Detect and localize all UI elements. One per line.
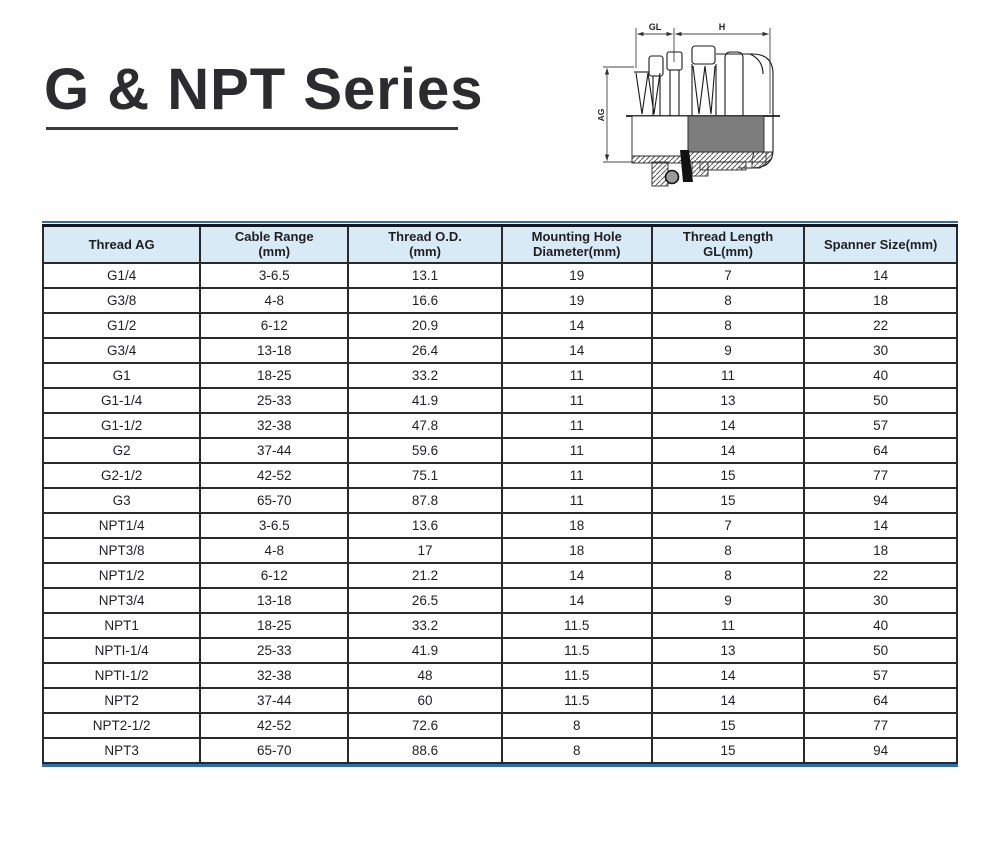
cell-thread-od: 21.2 <box>348 563 502 588</box>
dimension-label-ag: AG <box>596 108 606 122</box>
cell-mounting-hole: 19 <box>502 288 652 313</box>
cell-thread-od: 41.9 <box>348 388 502 413</box>
cell-thread-ag: NPT1/2 <box>43 563 200 588</box>
cell-spanner-size: 14 <box>804 263 957 288</box>
cell-mounting-hole: 14 <box>502 588 652 613</box>
table-row <box>43 688 957 713</box>
cell-thread-length: 11 <box>652 613 805 638</box>
cell-cable-range: 42-52 <box>200 713 348 738</box>
cell-spanner-size: 94 <box>804 738 957 763</box>
cell-thread-od: 13.6 <box>348 513 502 538</box>
cell-mounting-hole: 11.5 <box>502 613 652 638</box>
cell-cable-range: 6-12 <box>200 563 348 588</box>
cell-spanner-size: 18 <box>804 538 957 563</box>
cell-thread-od: 88.6 <box>348 738 502 763</box>
table-row <box>43 613 957 638</box>
spec-table <box>42 224 958 764</box>
header-line: Thread O.D. <box>388 229 462 245</box>
header-line: (mm) <box>409 244 441 260</box>
cell-thread-length: 8 <box>652 313 805 338</box>
cell-spanner-size: 14 <box>804 513 957 538</box>
o-ring-seal <box>666 171 679 184</box>
cell-thread-length: 13 <box>652 638 805 663</box>
cell-thread-ag: G1-1/4 <box>43 388 200 413</box>
table-row <box>43 738 957 763</box>
cell-cable-range: 13-18 <box>200 588 348 613</box>
table-row <box>43 538 957 563</box>
cell-thread-od: 16.6 <box>348 288 502 313</box>
cell-thread-od: 20.9 <box>348 313 502 338</box>
cell-thread-ag: NPT3 <box>43 738 200 763</box>
cell-spanner-size: 22 <box>804 313 957 338</box>
cell-spanner-size: 30 <box>804 588 957 613</box>
cell-thread-ag: NPT2-1/2 <box>43 713 200 738</box>
cell-thread-length: 9 <box>652 338 805 363</box>
cell-thread-length: 14 <box>652 438 805 463</box>
header-line: Thread Length <box>682 229 774 245</box>
cell-mounting-hole: 14 <box>502 338 652 363</box>
header-line: Diameter(mm) <box>533 244 621 260</box>
cell-spanner-size: 94 <box>804 488 957 513</box>
cell-spanner-size: 64 <box>804 438 957 463</box>
cell-mounting-hole: 11 <box>502 388 652 413</box>
cell-thread-ag: G1/2 <box>43 313 200 338</box>
cell-thread-length: 15 <box>652 738 805 763</box>
table-row <box>43 438 957 463</box>
table-row <box>43 338 957 363</box>
cell-cable-range: 3-6.5 <box>200 513 348 538</box>
cell-thread-od: 13.1 <box>348 263 502 288</box>
table-row <box>43 488 957 513</box>
cell-mounting-hole: 14 <box>502 563 652 588</box>
cell-thread-ag: G1/4 <box>43 263 200 288</box>
table-row <box>43 413 957 438</box>
cell-cable-range: 42-52 <box>200 463 348 488</box>
cell-thread-length: 15 <box>652 713 805 738</box>
cell-thread-ag: NPT3/4 <box>43 588 200 613</box>
cell-mounting-hole: 11 <box>502 413 652 438</box>
cell-cable-range: 13-18 <box>200 338 348 363</box>
cell-thread-od: 33.2 <box>348 363 502 388</box>
column-header-thread-od <box>348 226 502 263</box>
table-body <box>43 263 957 763</box>
cell-spanner-size: 22 <box>804 563 957 588</box>
column-header-spanner-size <box>804 226 957 263</box>
cell-mounting-hole: 18 <box>502 513 652 538</box>
cell-cable-range: 25-33 <box>200 388 348 413</box>
page-title: G & NPT Series <box>44 57 484 122</box>
cell-thread-length: 8 <box>652 563 805 588</box>
cell-spanner-size: 50 <box>804 638 957 663</box>
column-header-thread-length <box>652 226 805 263</box>
header-line: GL(mm) <box>703 244 753 260</box>
cell-thread-od: 17 <box>348 538 502 563</box>
cell-thread-length: 8 <box>652 538 805 563</box>
table-row <box>43 313 957 338</box>
cell-mounting-hole: 11 <box>502 463 652 488</box>
cell-thread-length: 8 <box>652 288 805 313</box>
cell-thread-od: 72.6 <box>348 713 502 738</box>
cell-thread-length: 14 <box>652 688 805 713</box>
header-line: Thread AG <box>88 236 155 252</box>
table-row <box>43 563 957 588</box>
cell-mounting-hole: 11.5 <box>502 638 652 663</box>
cell-cable-range: 32-38 <box>200 413 348 438</box>
cell-cable-range: 6-12 <box>200 313 348 338</box>
column-header-mounting-hole <box>502 226 652 263</box>
cell-thread-length: 14 <box>652 413 805 438</box>
dimension-label-h: H <box>718 22 726 32</box>
cell-mounting-hole: 19 <box>502 263 652 288</box>
cell-thread-od: 48 <box>348 663 502 688</box>
cell-thread-length: 11 <box>652 363 805 388</box>
cell-thread-od: 26.5 <box>348 588 502 613</box>
cell-mounting-hole: 18 <box>502 538 652 563</box>
cell-cable-range: 37-44 <box>200 688 348 713</box>
cell-thread-ag: G3/4 <box>43 338 200 363</box>
cell-cable-range: 4-8 <box>200 538 348 563</box>
header-line: Cable Range <box>234 229 314 245</box>
cell-cable-range: 18-25 <box>200 363 348 388</box>
table-row <box>43 638 957 663</box>
cell-cable-range: 4-8 <box>200 288 348 313</box>
cell-thread-ag: G3 <box>43 488 200 513</box>
cell-cable-range: 3-6.5 <box>200 263 348 288</box>
cell-mounting-hole: 8 <box>502 738 652 763</box>
cell-thread-length: 15 <box>652 463 805 488</box>
cell-thread-od: 41.9 <box>348 638 502 663</box>
cell-thread-od: 87.8 <box>348 488 502 513</box>
cell-thread-od: 47.8 <box>348 413 502 438</box>
table-row <box>43 288 957 313</box>
cell-thread-length: 7 <box>652 513 805 538</box>
cell-thread-ag: G2-1/2 <box>43 463 200 488</box>
gland-section <box>632 116 772 186</box>
cell-thread-ag: NPT1/4 <box>43 513 200 538</box>
cell-thread-ag: NPTI-1/2 <box>43 663 200 688</box>
cell-spanner-size: 77 <box>804 463 957 488</box>
header-line: Spanner Size(mm) <box>823 236 938 252</box>
cell-thread-length: 14 <box>652 663 805 688</box>
column-header-cable-range <box>200 226 348 263</box>
table-row <box>43 388 957 413</box>
cell-mounting-hole: 11 <box>502 438 652 463</box>
cell-thread-ag: NPTI-1/4 <box>43 638 200 663</box>
cell-thread-od: 75.1 <box>348 463 502 488</box>
table-row <box>43 263 957 288</box>
cell-thread-od: 59.6 <box>348 438 502 463</box>
cell-thread-ag: G1-1/2 <box>43 413 200 438</box>
cell-mounting-hole: 11 <box>502 488 652 513</box>
cell-thread-length: 9 <box>652 588 805 613</box>
table-row <box>43 363 957 388</box>
cell-thread-od: 26.4 <box>348 338 502 363</box>
cell-thread-ag: NPT3/8 <box>43 538 200 563</box>
table-row <box>43 713 957 738</box>
cell-thread-ag: G1 <box>43 363 200 388</box>
cell-cable-range: 65-70 <box>200 488 348 513</box>
column-header-thread-ag <box>43 226 200 263</box>
table-row <box>43 588 957 613</box>
cell-cable-range: 65-70 <box>200 738 348 763</box>
cell-thread-ag: NPT2 <box>43 688 200 713</box>
cell-mounting-hole: 8 <box>502 713 652 738</box>
cell-spanner-size: 50 <box>804 388 957 413</box>
cell-thread-length: 7 <box>652 263 805 288</box>
cell-spanner-size: 57 <box>804 413 957 438</box>
table-row <box>43 513 957 538</box>
cell-mounting-hole: 14 <box>502 313 652 338</box>
cell-mounting-hole: 11.5 <box>502 663 652 688</box>
cell-spanner-size: 18 <box>804 288 957 313</box>
cell-spanner-size: 40 <box>804 613 957 638</box>
table-row <box>43 663 957 688</box>
cell-thread-length: 15 <box>652 488 805 513</box>
header-line: (mm) <box>258 244 291 260</box>
table-row <box>43 463 957 488</box>
cable-gland-diagram <box>596 10 796 208</box>
cell-mounting-hole: 11 <box>502 363 652 388</box>
cell-thread-ag: G3/8 <box>43 288 200 313</box>
cell-mounting-hole: 11.5 <box>502 688 652 713</box>
cell-cable-range: 25-33 <box>200 638 348 663</box>
cell-thread-ag: G2 <box>43 438 200 463</box>
cell-spanner-size: 77 <box>804 713 957 738</box>
cell-thread-ag: NPT1 <box>43 613 200 638</box>
dimension-label-gl: GL <box>648 22 662 32</box>
cell-spanner-size: 30 <box>804 338 957 363</box>
cell-thread-length: 13 <box>652 388 805 413</box>
cell-cable-range: 37-44 <box>200 438 348 463</box>
spec-table-wrap <box>42 221 958 767</box>
cell-cable-range: 32-38 <box>200 663 348 688</box>
cell-spanner-size: 57 <box>804 663 957 688</box>
cell-spanner-size: 64 <box>804 688 957 713</box>
cell-spanner-size: 40 <box>804 363 957 388</box>
technical-drawing <box>596 10 796 208</box>
cell-cable-range: 18-25 <box>200 613 348 638</box>
title-underline <box>46 127 458 130</box>
cell-thread-od: 33.2 <box>348 613 502 638</box>
cell-thread-od: 60 <box>348 688 502 713</box>
table-header-row <box>43 226 957 263</box>
header-line: Mounting Hole <box>531 229 622 245</box>
